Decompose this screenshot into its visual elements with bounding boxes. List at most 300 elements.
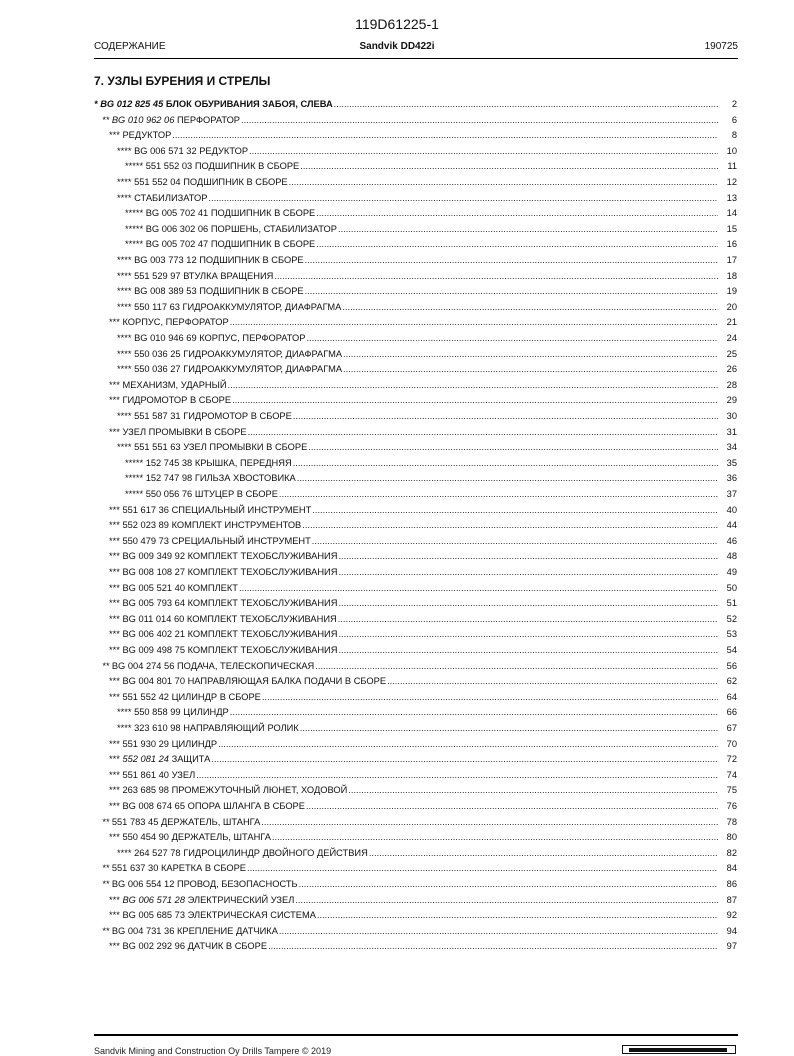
toc-entry-page-number: 50 [726, 582, 737, 593]
toc-dot-leader [338, 596, 718, 612]
toc-entry[interactable] [109, 908, 737, 924]
toc-entry-page-number: 70 [726, 738, 737, 749]
toc-entry-title [109, 643, 337, 659]
toc-entry-page-number: 30 [726, 411, 737, 421]
toc-entry-part-number: 550 479 73 [122, 535, 169, 546]
toc-entry-name: УЗЕЛ ПРОМЫВКИ В СБОРЕ [183, 442, 308, 453]
toc-entry-part-number: 551 587 31 [134, 411, 181, 421]
toc-entry-part-number: 550 454 90 [122, 832, 169, 843]
toc-entry-level-marker: *** [109, 785, 120, 796]
toc-entry[interactable] [109, 518, 737, 534]
toc-entry-name: КРЫШКА, ПЕРЕДНЯЯ [194, 457, 292, 468]
toc-entry-page-number: 14 [726, 208, 737, 219]
toc-entry-page-number: 6 [731, 114, 737, 125]
toc-entry-title [109, 939, 267, 955]
footer-divider [94, 1034, 738, 1036]
toc-entry-title [125, 206, 315, 222]
toc-entry-part-number: BG 008 389 53 [134, 286, 197, 297]
toc-entry-level-marker: **** [117, 847, 132, 858]
toc-dot-leader [272, 830, 718, 846]
toc-entry-level-marker: ***** [125, 208, 144, 219]
toc-entry-page-number: 62 [726, 676, 737, 687]
toc-entry-page-number: 92 [726, 910, 737, 921]
toc-entry-title [125, 237, 315, 253]
toc-entry-part-number: BG 005 521 40 [122, 582, 185, 593]
toc-entry-page-number: 78 [726, 816, 737, 827]
toc-entry-title [117, 705, 229, 721]
toc-entry-level-marker: **** [117, 177, 132, 187]
toc-entry-level-marker: *** [109, 551, 120, 562]
toc-entry-name: ЦИЛИНДР [171, 738, 218, 749]
toc-dot-leader [338, 549, 718, 565]
toc-entry-title [102, 815, 260, 831]
toc-entry[interactable] [109, 783, 737, 799]
toc-entry-page-number: 75 [726, 785, 737, 796]
toc-entry[interactable] [109, 581, 737, 597]
toc-entry-name: ПРОВОД, БЕЗОПАСНОСТЬ [176, 879, 298, 889]
toc-entry-name: ДАТЧИК В СБОРЕ [187, 941, 268, 952]
toc-entry-level-marker: ***** [125, 489, 144, 499]
toc-entry-page-number: 26 [726, 364, 737, 375]
toc-entry-part-number: 551 783 45 [111, 816, 159, 827]
toc-entry-level-marker: *** [109, 567, 120, 577]
toc-entry-level-marker: *** [109, 691, 120, 702]
toc-entry-page-number: 21 [726, 317, 737, 328]
toc-dot-leader [268, 939, 718, 955]
toc-entry-level-marker: **** [117, 348, 132, 359]
toc-dot-leader [248, 425, 718, 441]
toc-entry[interactable] [117, 284, 737, 300]
toc-entry-title [117, 347, 342, 363]
toc-entry[interactable] [109, 128, 737, 144]
toc-entry-level-marker: ***** [125, 223, 144, 234]
toc-entry-level-marker: ** [102, 660, 110, 671]
toc-entry[interactable] [117, 409, 737, 425]
toc-entry-level-marker: *** [109, 645, 120, 655]
toc-entry-title [109, 612, 337, 628]
toc-dot-leader [289, 175, 718, 191]
toc-entry[interactable] [125, 206, 737, 222]
toc-dot-leader [249, 144, 718, 160]
toc-entry-title [102, 924, 278, 940]
toc-entry-page-number: 18 [726, 270, 737, 281]
toc-entry-title [125, 471, 296, 487]
toc-entry-level-marker: ** [102, 879, 110, 889]
toc-entry-level-marker: **** [117, 442, 132, 453]
toc-dot-leader [305, 284, 718, 300]
toc-entry[interactable] [117, 253, 737, 269]
toc-entry-part-number: 550 036 25 [134, 348, 181, 359]
toc-dot-leader [343, 362, 718, 378]
toc-entry[interactable] [117, 175, 737, 191]
toc-entry-level-marker: *** [109, 832, 120, 843]
toc-entry[interactable] [117, 362, 737, 378]
toc-entry-part-number: BG 002 292 96 [122, 941, 185, 952]
toc-dot-leader [312, 503, 718, 519]
toc-entry-name: ГИЛЬЗА ХВОСТОВИКА [194, 473, 296, 484]
toc-entry-page-number: 97 [726, 941, 737, 952]
toc-entry-part-number: BG 006 402 21 [122, 629, 185, 640]
toc-entry-level-marker: *** [109, 629, 120, 640]
toc-entry-part-number: 552 023 89 [122, 520, 169, 531]
toc-entry-part-number: BG 005 702 41 [145, 208, 209, 219]
toc-entry-name: ГИДРОМОТОР В СБОРЕ [122, 395, 232, 406]
toc-entry[interactable] [109, 315, 737, 331]
toc-entry-page-number: 49 [726, 567, 737, 577]
toc-entry-level-marker: *** [109, 379, 120, 390]
toc-entry[interactable] [125, 222, 737, 238]
toc-entry-name: ЦИЛИНДР В СБОРЕ [171, 691, 261, 702]
toc-entry-title [125, 159, 299, 175]
toc-entry[interactable] [109, 799, 737, 815]
toc-entry-level-marker: *** [109, 613, 120, 624]
toc-entry-page-number: 94 [726, 925, 737, 936]
toc-dot-leader [338, 643, 718, 659]
toc-entry-title [109, 737, 217, 753]
toc-entry-title [117, 409, 292, 425]
toc-entry-part-number: BG 009 498 75 [122, 645, 185, 655]
toc-entry-title [109, 518, 301, 534]
toc-entry-page-number: 52 [726, 613, 737, 624]
toc-entry-level-marker: ** [102, 863, 110, 874]
toc-entry-level-marker: **** [117, 145, 132, 156]
toc-entry[interactable] [117, 721, 737, 737]
toc-entry[interactable] [102, 659, 737, 675]
toc-entry-name: КОМПЛЕКТ ТЕХОБСЛУЖИВАНИЯ [187, 567, 338, 577]
toc-dot-leader [261, 815, 718, 831]
toc-entry-title [109, 674, 386, 690]
toc-entry-part-number: BG 008 674 65 [122, 801, 185, 811]
toc-entry-title [109, 830, 271, 846]
toc-entry-page-number: 10 [726, 145, 737, 156]
header-model-name: Sandvik DD422i [359, 41, 435, 52]
toc-entry-part-number: BG 004 801 70 [122, 676, 185, 687]
toc-entry-part-number: BG 005 702 47 [145, 239, 209, 250]
toc-entry-level-marker: *** [109, 738, 120, 749]
toc-dot-leader [232, 393, 718, 409]
toc-entry-title [117, 846, 368, 862]
toc-entry-page-number: 66 [726, 707, 737, 718]
toc-entry-name: СПЕЦИАЛЬНЫЙ ИНСТРУМЕНТ [171, 504, 312, 515]
toc-entry-page-number: 20 [726, 301, 737, 312]
toc-entry-part-number: BG 006 554 12 [111, 879, 175, 889]
toc-dot-leader [315, 659, 718, 675]
toc-entry-level-marker: *** [109, 941, 120, 952]
toc-entry-level-marker: **** [117, 723, 132, 733]
toc-entry-name: ГИДРОАККУМУЛЯТОР, ДИАФРАГМА [183, 348, 343, 359]
toc-dot-leader [279, 924, 718, 940]
toc-entry[interactable] [117, 440, 737, 456]
toc-entry[interactable] [109, 893, 737, 909]
toc-entry-page-number: 74 [726, 769, 737, 780]
toc-entry[interactable] [109, 425, 737, 441]
toc-entry-title [109, 393, 231, 409]
toc-entry-page-number: 67 [726, 723, 737, 733]
toc-entry-level-marker: *** [109, 894, 120, 905]
toc-entry-name: КОМПЛЕКТ ТЕХОБСЛУЖИВАНИЯ [187, 629, 338, 640]
toc-entry[interactable] [117, 191, 737, 207]
toc-entry-title [109, 893, 294, 909]
toc-entry-part-number: BG 009 349 92 [122, 551, 185, 562]
toc-entry-name: КОМПЛЕКТ ТЕХОБСЛУЖИВАНИЯ [187, 598, 338, 609]
toc-entry-level-marker: *** [109, 426, 120, 437]
toc-entry-page-number: 11 [727, 161, 737, 172]
toc-entry-level-marker: *** [109, 754, 120, 765]
toc-entry-name: КОРПУС, ПЕРФОРАТОР [122, 317, 229, 328]
header-divider [94, 58, 738, 59]
toc-entry-title [109, 783, 347, 799]
toc-entry[interactable] [117, 144, 737, 160]
toc-entry[interactable] [109, 627, 737, 643]
toc-entry-page-number: 28 [726, 379, 737, 390]
toc-entry[interactable] [117, 300, 737, 316]
toc-entry-title [109, 799, 305, 815]
toc-entry-name: ПРОМЕЖУТОЧНЫЙ ЛЮНЕТ, ХОДОВОЙ [171, 785, 348, 796]
toc-entry-level-marker: *** [109, 317, 120, 328]
toc-entry-name: КРЕПЛЕНИЕ ДАТЧИКА [176, 925, 278, 936]
toc-entry-title [117, 440, 307, 456]
header-section-label: СОДЕРЖАНИЕ [94, 41, 166, 52]
toc-entry-name: ПОДШИПНИК В СБОРЕ [183, 177, 288, 187]
toc-dot-leader [343, 347, 718, 363]
toc-entry[interactable] [125, 237, 737, 253]
toc-entry-level-marker: ***** [125, 457, 144, 468]
toc-entry-name: КОМПЛЕКТ ТЕХОБСЛУЖИВАНИЯ [186, 613, 337, 624]
toc-dot-leader [196, 768, 718, 784]
toc-entry-page-number: 24 [726, 333, 737, 343]
toc-entry-part-number: 263 685 98 [122, 785, 169, 796]
toc-entry-name: МЕХАНИЗМ, УДАРНЫЙ [122, 379, 227, 390]
toc-entry-page-number: 54 [726, 645, 737, 655]
toc-entry-name: УЗЕЛ [171, 769, 196, 780]
toc-entry[interactable] [117, 347, 737, 363]
toc-entry-level-marker: *** [109, 801, 120, 811]
toc-entry-page-number: 80 [726, 832, 737, 843]
toc-entry-level-marker: *** [109, 504, 120, 515]
toc-entry[interactable] [109, 503, 737, 519]
toc-entry-part-number: 551 617 36 [122, 504, 169, 515]
toc-entry-part-number: 323 610 98 [134, 723, 181, 733]
toc-entry-page-number: 53 [726, 629, 737, 640]
toc-entry[interactable] [109, 549, 737, 565]
toc-dot-leader [297, 471, 718, 487]
toc-entry-part-number: 550 117 63 [134, 301, 180, 312]
toc-entry-page-number: 12 [726, 177, 737, 187]
toc-entry-level-marker: ***** [125, 239, 144, 250]
toc-entry-title [125, 487, 278, 503]
toc-dot-leader [342, 300, 718, 316]
toc-entry-part-number: 551 551 63 [134, 442, 181, 453]
toc-entry-part-number: BG 004 274 56 [111, 660, 175, 671]
toc-dot-leader [293, 409, 718, 425]
toc-entry[interactable] [125, 456, 737, 472]
toc-entry[interactable] [117, 705, 737, 721]
toc-entry-page-number: 37 [726, 489, 737, 499]
toc-dot-leader [306, 799, 718, 815]
toc-entry-part-number: 264 527 78 [134, 847, 181, 858]
toc-entry-level-marker: *** [109, 130, 120, 141]
toc-dot-leader [316, 237, 718, 253]
toc-entry-level-marker: **** [117, 192, 132, 203]
toc-dot-leader [338, 627, 718, 643]
toc-entry-level-marker: *** [109, 395, 120, 406]
toc-entry-name: ПЕРФОРАТОР [176, 114, 241, 125]
toc-dot-leader [338, 222, 718, 238]
toc-entry-part-number: 551 930 29 [122, 738, 169, 749]
toc-dot-leader [334, 97, 718, 113]
toc-entry-name: ПОРШЕНЬ, СТАБИЛИЗАТОР [210, 223, 337, 234]
toc-entry-level-marker: ** [102, 816, 110, 827]
toc-entry[interactable] [109, 768, 737, 784]
toc-entry-title [109, 768, 195, 784]
toc-entry-name: ШТУЦЕР В СБОРЕ [194, 489, 278, 499]
toc-entry-name: НАПРАВЛЯЮЩАЯ БАЛКА ПОДАЧИ В СБОРЕ [187, 676, 387, 687]
toc-entry[interactable] [102, 815, 737, 831]
toc-dot-leader [312, 534, 718, 550]
toc-entry-name: СТАБИЛИЗАТОР [134, 192, 208, 203]
toc-entry-name: ВТУЛКА ВРАЩЕНИЯ [183, 270, 274, 281]
toc-entry-level-marker: **** [117, 286, 132, 297]
toc-entry-title [117, 269, 273, 285]
toc-entry-name: ДЕРЖАТЕЛЬ, ШТАНГА [160, 816, 261, 827]
toc-entry[interactable] [109, 596, 737, 612]
toc-entry-title [125, 222, 337, 238]
toc-entry-title [117, 362, 342, 378]
toc-entry[interactable] [102, 113, 737, 129]
toc-entry-title [109, 627, 337, 643]
toc-entry-name: ПОДШИПНИК В СБОРЕ [210, 239, 316, 250]
toc-entry-name: ЦИЛИНДР [183, 707, 229, 718]
toc-entry-title [102, 861, 246, 877]
toc-entry-page-number: 56 [726, 660, 737, 671]
toc-entry-title [109, 534, 311, 550]
toc-dot-leader [308, 440, 718, 456]
toc-dot-leader [306, 331, 718, 347]
toc-entry-title [117, 175, 288, 191]
toc-entry-name: КОМПЛЕКТ ТЕХОБСЛУЖИВАНИЯ [187, 551, 338, 562]
toc-entry[interactable] [109, 737, 737, 753]
toc-entry-part-number: BG 005 685 73 [122, 910, 185, 921]
toc-dot-leader [300, 721, 718, 737]
toc-entry-name: КОМПЛЕКТ [187, 582, 238, 593]
toc-entry[interactable] [102, 861, 737, 877]
toc-entry[interactable] [109, 690, 737, 706]
toc-entry-part-number: BG 006 571 28 [122, 894, 185, 905]
toc-entry[interactable] [102, 924, 737, 940]
toc-entry-name: ПОДШИПНИК В СБОРЕ [194, 161, 300, 172]
toc-entry-title [117, 721, 299, 737]
toc-entry-level-marker: ** [102, 925, 110, 936]
toc-entry-title [109, 503, 311, 519]
toc-entry-page-number: 36 [726, 473, 737, 484]
toc-dot-leader [369, 846, 718, 862]
toc-dot-leader [293, 456, 718, 472]
toc-entry-part-number: BG 004 731 36 [111, 925, 175, 936]
toc-entry-part-number: 551 861 40 [122, 769, 169, 780]
toc-entry[interactable] [125, 159, 737, 175]
toc-dot-leader [228, 378, 718, 394]
toc-dot-leader [274, 269, 718, 285]
toc-entry-title [102, 877, 298, 893]
toc-entry-part-number: BG 006 571 32 [134, 145, 197, 156]
toc-entry[interactable] [125, 487, 737, 503]
toc-entry-part-number: BG 010 946 69 [134, 333, 197, 343]
toc-entry[interactable] [109, 612, 737, 628]
toc-entry-level-marker: *** [109, 520, 120, 531]
toc-entry-title [109, 549, 337, 565]
toc-entry-part-number: 551 529 97 [134, 270, 181, 281]
toc-dot-leader [262, 690, 718, 706]
toc-entry[interactable] [117, 269, 737, 285]
toc-entry-page-number: 76 [726, 801, 737, 811]
toc-dot-leader [295, 893, 718, 909]
toc-entry-part-number: 552 081 24 [122, 754, 169, 765]
toc-entry-page-number: 44 [726, 520, 737, 531]
toc-dot-leader [230, 315, 718, 331]
toc-entry[interactable] [117, 331, 737, 347]
toc-entry-level-marker: ***** [125, 161, 144, 172]
toc-entry[interactable] [109, 752, 737, 768]
toc-dot-leader [305, 253, 718, 269]
toc-entry[interactable] [109, 830, 737, 846]
toc-entry-page-number: 51 [726, 598, 737, 609]
toc-entry-name: ПОДШИПНИК В СБОРЕ [199, 286, 304, 297]
toc-entry-part-number: 152 745 38 [145, 457, 193, 468]
toc-entry[interactable] [109, 378, 737, 394]
toc-entry-part-number: 550 056 76 [145, 489, 193, 499]
toc-entry-title [117, 284, 304, 300]
toc-entry[interactable] [109, 393, 737, 409]
toc-entry[interactable] [125, 471, 737, 487]
toc-entry-page-number: 64 [726, 691, 737, 702]
toc-entry-level-marker: **** [117, 301, 132, 312]
toc-dot-leader [208, 191, 718, 207]
toc-entry-page-number: 35 [726, 457, 737, 468]
toc-entry-level-marker: **** [117, 364, 132, 375]
toc-entry-level-marker: **** [117, 707, 132, 718]
toc-entry[interactable] [109, 674, 737, 690]
toc-entry[interactable] [102, 877, 737, 893]
toc-entry[interactable] [109, 565, 737, 581]
toc-dot-leader [239, 581, 718, 597]
toc-entry-level-marker: ** [102, 114, 110, 125]
toc-entry-page-number: 13 [726, 192, 737, 203]
toc-entry-name: ПОДШИПНИК В СБОРЕ [210, 208, 316, 219]
toc-dot-leader [230, 705, 718, 721]
toc-entry-name: ГИДРОАККУМУЛЯТОР, ДИАФРАГМА [182, 301, 342, 312]
toc-entry-page-number: 19 [726, 286, 737, 297]
toc-entry-name: КАРЕТКА В СБОРЕ [160, 863, 246, 874]
toc-entry[interactable] [109, 939, 737, 955]
toc-entry-title [94, 97, 333, 113]
toc-entry-part-number: BG 008 108 27 [122, 567, 185, 577]
toc-entry-page-number: 2 [731, 99, 737, 109]
toc-entry[interactable] [94, 97, 737, 113]
toc-dot-leader [299, 877, 718, 893]
toc-entry-title [109, 581, 238, 597]
toc-entry[interactable] [109, 643, 737, 659]
toc-entry-level-marker: *** [109, 598, 120, 609]
toc-entry[interactable] [117, 846, 737, 862]
toc-entry-page-number: 82 [726, 847, 737, 858]
toc-entry-page-number: 72 [726, 754, 737, 765]
toc-entry-title [109, 690, 261, 706]
toc-entry-level-marker: ***** [125, 473, 144, 484]
toc-entry-page-number: 25 [726, 348, 737, 359]
toc-entry-level-marker: *** [109, 582, 120, 593]
toc-entry-name: ГИДРОАККУМУЛЯТОР, ДИАФРАГМА [183, 364, 343, 375]
toc-entry[interactable] [109, 534, 737, 550]
